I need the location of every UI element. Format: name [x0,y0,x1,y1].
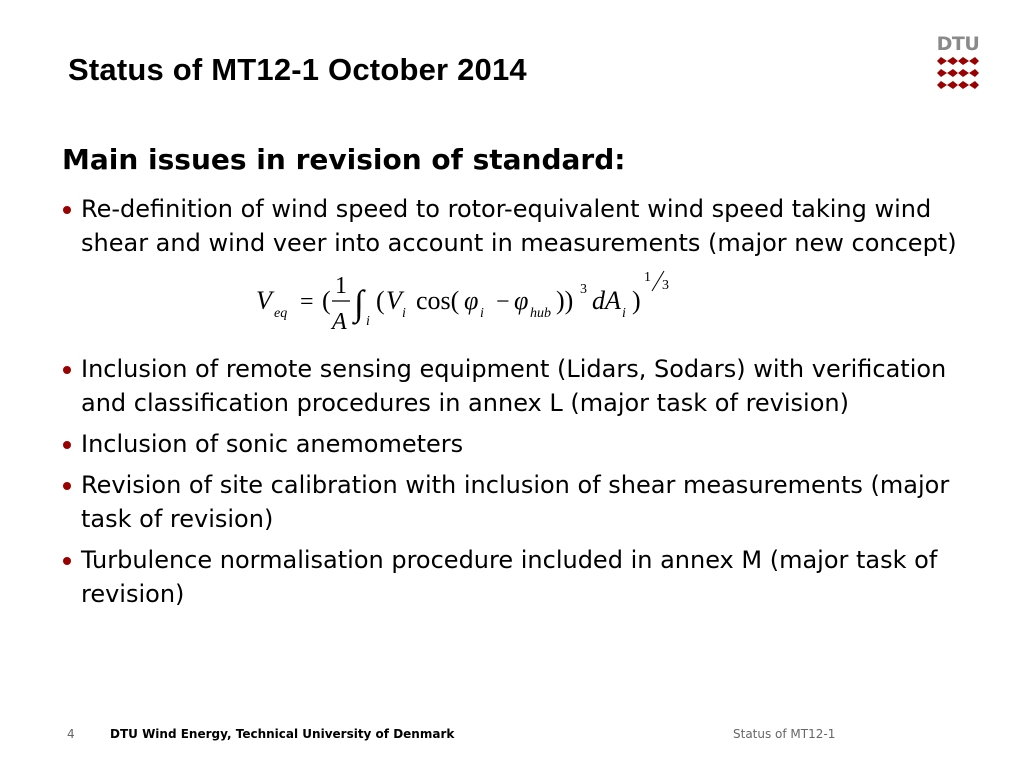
bullet-item [62,192,962,260]
formula-dA-sub: i [622,306,626,321]
formula-cos: cos( [416,286,460,315]
bullet-dot-icon [63,557,71,565]
bullet-item [62,543,962,611]
formula-int-sub: i [366,314,370,329]
formula-open-paren: ( [322,286,331,315]
bullet-text: Revision of site calibration with inclusion of shear measurements (major task of revision) [81,471,950,533]
formula-cube: 3 [580,282,587,297]
footer-status: Status of MT12-1 [733,727,836,741]
formula-exp-den: 3 [662,278,669,293]
bullet-dot-icon [63,366,71,374]
bullet-dot-icon [63,482,71,490]
bullet-dot-icon [63,206,71,214]
dtu-logo-text: DTU [936,33,980,55]
bullet-item [62,427,962,461]
formula-minus: − [496,289,510,315]
formula-equals: = [300,289,314,315]
formula-frac-num: 1 [335,273,347,299]
bullet-text: Inclusion of remote sensing equipment (Lidars, Sodars) with verification and classification procedures in annex L (major task of revision) [81,355,947,417]
bullet-text: Inclusion of sonic anemometers [81,430,464,458]
formula-phi-hub: φ [514,286,529,315]
formula-frac-den: A [332,309,347,335]
formula-v: V [386,286,402,315]
rotor-equivalent-wind-speed-formula [252,263,712,343]
formula-v-sub: i [402,306,406,321]
bullet-text: Turbulence normalisation procedure included in annex M (major task of revision) [81,546,938,608]
formula-inner-open: ( [376,286,385,315]
slide-title: Status of MT12-1 October 2014 [68,52,527,87]
formula-integral: ∫ [354,283,364,323]
footer-organization: DTU Wind Energy, Technical University of Denmark [110,727,455,741]
section-heading: Main issues in revision of standard: [62,143,626,176]
bullet-item [62,468,962,536]
dtu-logo [934,33,982,97]
page-number: 4 [67,727,75,741]
equation-block [62,267,962,347]
formula-phi-i-sub: i [480,306,484,321]
formula-lhs-sub: eq [274,306,288,321]
formula-phi-hub-sub: hub [530,306,551,321]
formula-phi-i: φ [464,286,479,315]
bullet-text: Re-definition of wind speed to rotor-equivalent wind speed taking wind shear and wind veer into account in measurements (major new concept) [81,195,957,257]
formula-close-paren: ) [632,286,641,315]
formula-exp-num: 1 [644,270,651,285]
bullet-dot-icon [63,441,71,449]
formula-dA: dA [592,286,621,315]
bullet-item [62,352,962,420]
formula-inner-close: )) [556,286,574,315]
bullet-list [62,192,962,618]
dtu-logo-mark-icon [934,55,982,95]
formula-lhs: V [256,286,272,315]
